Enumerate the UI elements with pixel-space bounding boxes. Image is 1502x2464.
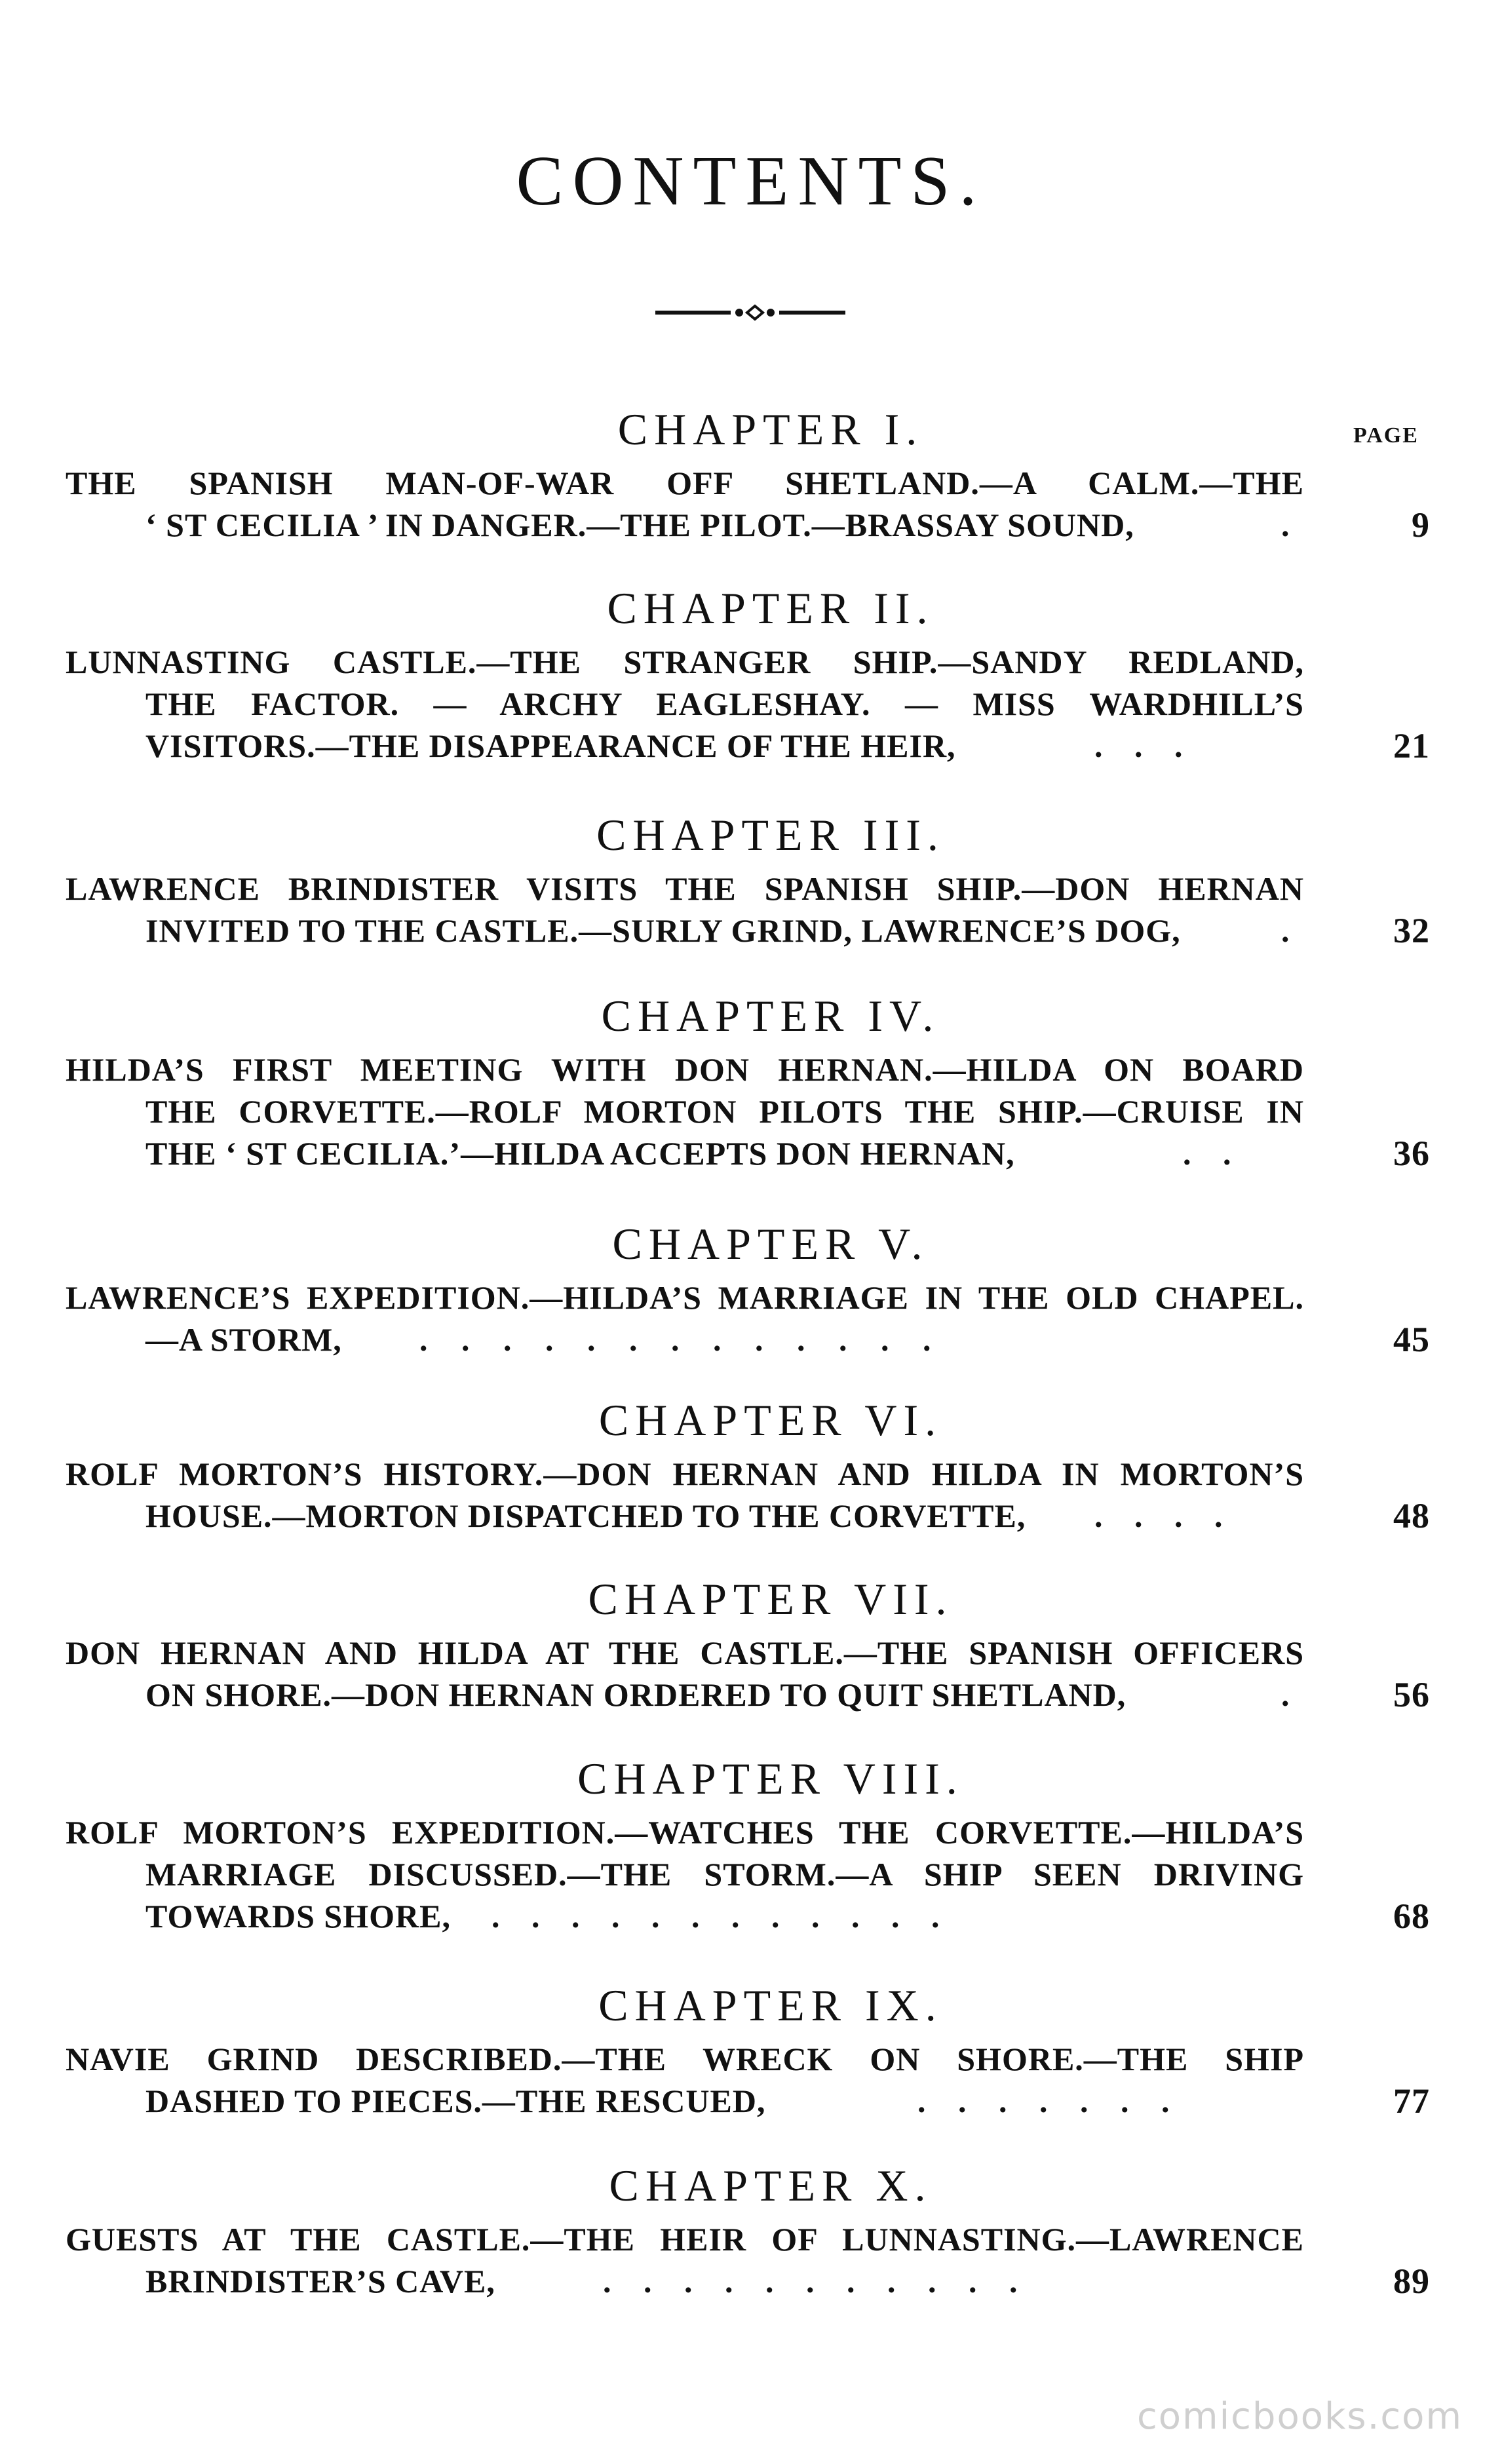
chapter-heading: CHAPTER IV. (601, 991, 940, 1041)
chapter-heading: CHAPTER VII. (588, 1574, 953, 1624)
summary-line: THE FACTOR. — ARCHY EAGLESHAY. — MISS WARDHILL’S (145, 685, 1304, 722)
page-number: 36 (1393, 1134, 1430, 1173)
summary-line: ‘ ST CECILIA ’ IN DANGER.—THE PILOT.—BRASSAY SOUND, (145, 507, 1134, 543)
chapter-summary (0, 1632, 1502, 1716)
watermark: comicbooks.com (1136, 2395, 1463, 2438)
summary-line: THE SPANISH MAN-OF-WAR OFF SHETLAND.—A CALM.—THE (66, 465, 1304, 501)
chapter-heading: CHAPTER V. (612, 1219, 929, 1269)
chapter-heading: CHAPTER III. (596, 810, 945, 860)
chapter-heading: CHAPTER X. (609, 2161, 933, 2210)
summary-line: —A STORM, (145, 1321, 342, 1358)
summary-line: LUNNASTING CASTLE.—THE STRANGER SHIP.—SANDY REDLAND, (66, 644, 1304, 680)
chapter-entry-4 (0, 983, 1502, 1174)
summary-line: LAWRENCE’S EXPEDITION.—HILDA’S MARRIAGE IN THE OLD CHAPEL. (66, 1279, 1304, 1316)
page-number: 89 (1393, 2262, 1430, 2301)
summary-line: ROLF MORTON’S EXPEDITION.—WATCHES THE CORVETTE.—HILDA’S (66, 1814, 1304, 1851)
chapter-entry-9 (0, 1973, 1502, 2122)
page-number: 77 (1393, 2081, 1430, 2121)
summary-line: THE CORVETTE.—ROLF MORTON PILOTS THE SHIP.—CRUISE IN (145, 1093, 1304, 1130)
page-number: 45 (1393, 1320, 1430, 1359)
summary-line: TOWARDS SHORE, (145, 1898, 451, 1935)
chapter-summary (0, 2218, 1502, 2302)
page-column-label: PAGE (1353, 423, 1419, 448)
chapter-summary (0, 1453, 1502, 1537)
page-number: 48 (1393, 1496, 1430, 1535)
dot-leader: . . . . . . . . . . . . (491, 1898, 940, 1935)
summary-line: GUESTS AT THE CASTLE.—THE HEIR OF LUNNASTING.—LAWRENCE (66, 2221, 1304, 2258)
dot-leader: . (1281, 912, 1290, 949)
page-title: CONTENTS. (516, 142, 986, 220)
dot-leader: . . . . (1094, 1497, 1223, 1534)
ornament-divider-icon (655, 303, 845, 322)
summary-line: ROLF MORTON’S HISTORY.—DON HERNAN AND HILDA IN MORTON’S (66, 1455, 1304, 1492)
summary-line: INVITED TO THE CASTLE.—SURLY GRIND, LAWRENCE’S DOG, (145, 912, 1181, 949)
chapter-entry-10 (0, 2153, 1502, 2302)
chapter-entry-3 (0, 802, 1502, 952)
chapter-summary (0, 641, 1502, 767)
summary-line: MARRIAGE DISCUSSED.—THE STORM.—A SHIP SEEN DRIVING (145, 1856, 1304, 1893)
dot-leader: . . . . . . . (917, 2083, 1170, 2119)
dot-leader: . . . . . . . . . . . (603, 2263, 1018, 2300)
chapter-summary (0, 462, 1502, 546)
summary-line: ON SHORE.—DON HERNAN ORDERED TO QUIT SHETLAND, (145, 1676, 1126, 1713)
summary-line: DON HERNAN AND HILDA AT THE CASTLE.—THE SPANISH OFFICERS (66, 1634, 1304, 1671)
page-number: 9 (1412, 505, 1430, 545)
chapter-heading: CHAPTER II. (607, 583, 934, 633)
summary-line: NAVIE GRIND DESCRIBED.—THE WRECK ON SHORE.—THE SHIP (66, 2041, 1304, 2077)
summary-line: HILDA’S FIRST MEETING WITH DON HERNAN.—HILDA ON BOARD (66, 1051, 1304, 1088)
chapter-heading: CHAPTER VI. (598, 1395, 943, 1445)
chapter-summary (0, 2038, 1502, 2122)
chapter-entry-8 (0, 1746, 1502, 1937)
summary-line: HOUSE.—MORTON DISPATCHED TO THE CORVETTE, (145, 1497, 1026, 1534)
chapter-entry-5 (0, 1211, 1502, 1360)
page-number: 56 (1393, 1675, 1430, 1714)
chapter-summary (0, 1811, 1502, 1937)
dot-leader: . (1281, 507, 1290, 543)
chapter-entry-2 (0, 575, 1502, 767)
chapter-heading: CHAPTER VIII. (577, 1754, 964, 1803)
summary-line: DASHED TO PIECES.—THE RESCUED, (145, 2083, 766, 2119)
chapter-heading: CHAPTER IX. (598, 1980, 943, 2030)
page-number: 21 (1393, 726, 1430, 765)
page-number: 68 (1393, 1896, 1430, 1936)
chapter-entry-1 (0, 396, 1502, 546)
chapter-summary (0, 1277, 1502, 1360)
summary-line: VISITORS.—THE DISAPPEARANCE OF THE HEIR, (145, 727, 956, 764)
summary-line: LAWRENCE BRINDISTER VISITS THE SPANISH SHIP.—DON HERNAN (66, 870, 1304, 907)
dot-leader: . . . (1094, 727, 1183, 764)
chapter-summary (0, 1049, 1502, 1174)
page-number: 32 (1393, 911, 1430, 950)
dot-leader: . (1281, 1676, 1290, 1713)
chapter-heading: CHAPTER I. (617, 404, 924, 454)
summary-line: BRINDISTER’S CAVE, (145, 2263, 495, 2300)
dot-leader: . . (1183, 1135, 1231, 1172)
dot-leader: . . . . . . . . . . . . . (419, 1321, 931, 1358)
chapter-entry-7 (0, 1566, 1502, 1716)
chapter-entry-6 (0, 1387, 1502, 1537)
chapter-summary (0, 868, 1502, 952)
summary-line: THE ‘ ST CECILIA.’—HILDA ACCEPTS DON HERNAN, (145, 1135, 1015, 1172)
